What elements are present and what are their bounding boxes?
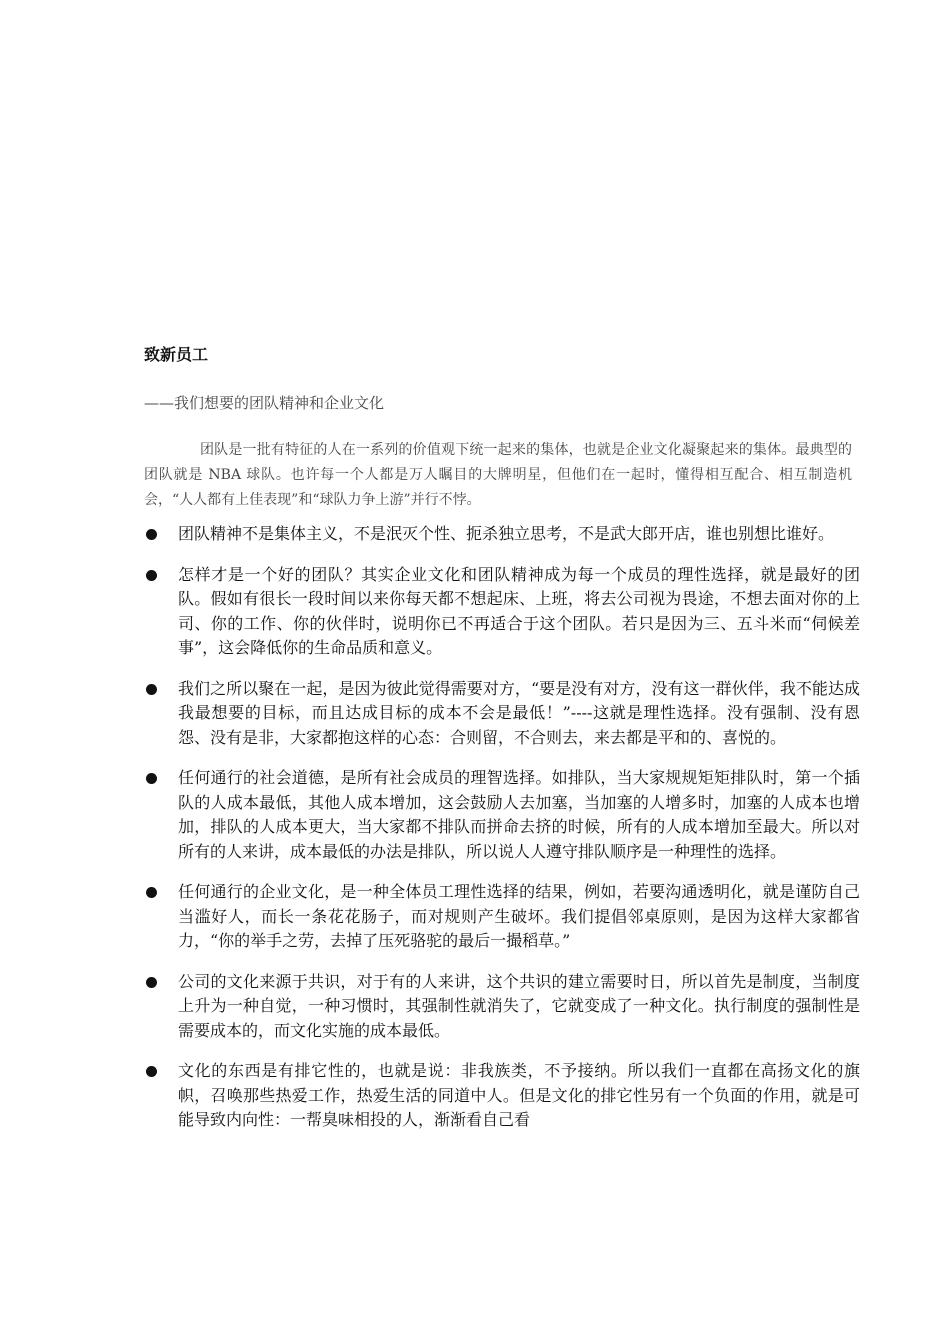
bullet-dot-icon (146, 887, 157, 898)
bullet-list (144, 522, 860, 1149)
list-item (144, 1059, 860, 1133)
list-item (144, 766, 860, 864)
list-item-text: 怎样才是一个好的团队？其实企业文化和团队精神成为每一个成员的理性选择，就是最好的团队。假如有很长一段时间以来你每天都不想起床、上班，将去公司视为畏途，不想去面对你的上司、你的工作、你的伙伴时，说明你已不再适合于这个团队。若只是因为三、五斗米而“伺候差事”，这会降低你的生命品质和意义。 (178, 564, 860, 657)
bullet-dot-icon (146, 773, 157, 784)
list-item-text: 我们之所以聚在一起，是因为彼此觉得需要对方，“要是没有对方，没有这一群伙伴，我不能达成我最想要的目标，而且达成目标的成本不会是最低！”----这就是理性选择。没有强制、没有恩怨、没有是非，大家都抱这样的心态：合则留，不合则去，来去都是平和的、喜悦的。 (178, 678, 860, 747)
list-item (144, 970, 860, 1044)
document-title: 致新员工 (144, 345, 209, 364)
list-item-text: 团队精神不是集体主义，不是泯灭个性、扼杀独立思考，不是武大郎开店，谁也别想比谁好。 (178, 524, 835, 543)
bullet-dot-icon (146, 684, 157, 695)
list-item (144, 677, 860, 751)
document-subtitle: ——我们想要的团队精神和企业文化 (144, 394, 385, 412)
list-item-text: 任何通行的企业文化，是一种全体员工理性选择的结果，例如，若要沟通透明化，就是谨防自己当滥好人，而长一条花花肠子，而对规则产生破坏。我们提倡邻桌原则，是因为这样大家都省力，“你的举手之劳，去掉了压死骆驼的最后一撮稻草。” (178, 882, 860, 950)
bullet-dot-icon (146, 570, 157, 581)
list-item (144, 880, 860, 954)
list-item-text: 任何通行的社会道德，是所有社会成员的理智选择。如排队，当大家规规矩矩排队时，第一个插队的人成本最低，其他人成本增加，这会鼓励人去加塞，当加塞的人增多时，加塞的人成本也增加，排队的人成本更大，当大家都不排队而拼命去挤的时候，所有的人成本增加至最大。所以对所有的人来讲，成本最低的办法是排队，所以说人人遵守排队顺序是一种理性的选择。 (178, 768, 860, 861)
bullet-dot-icon (146, 529, 157, 540)
list-item-text: 公司的文化来源于共识，对于有的人来讲，这个共识的建立需要时日，所以首先是制度，当制度上升为一种自觉，一种习惯时，其强制性就消失了，它就变成了一种文化。执行制度的强制性是需要成本的，而文化实施的成本最低。 (178, 971, 860, 1040)
intro-paragraph: 团队是一批有特征的人在一系列的价值观下统一起来的集体，也就是企业文化凝聚起来的集体。最典型的团队就是 NBA 球队。也许每一个人都是万人瞩目的大牌明星，但他们在一起时，懂得相互配合、相互制造机会，“人人都有上佳表现”和“球队力争上游”并行不悖。 (144, 442, 852, 508)
bullet-dot-icon (146, 1066, 157, 1077)
list-item-text: 文化的东西是有排它性的，也就是说：非我族类，不予接纳。所以我们一直都在高扬文化的旗帜，召唤那些热爱工作，热爱生活的同道中人。但是文化的排它性另有一个负面的作用，就是可能导致内向性：一帮臭味相投的人，渐渐看自己看 (178, 1061, 860, 1129)
bullet-dot-icon (146, 977, 157, 988)
list-item (144, 563, 860, 661)
list-item (144, 522, 860, 547)
